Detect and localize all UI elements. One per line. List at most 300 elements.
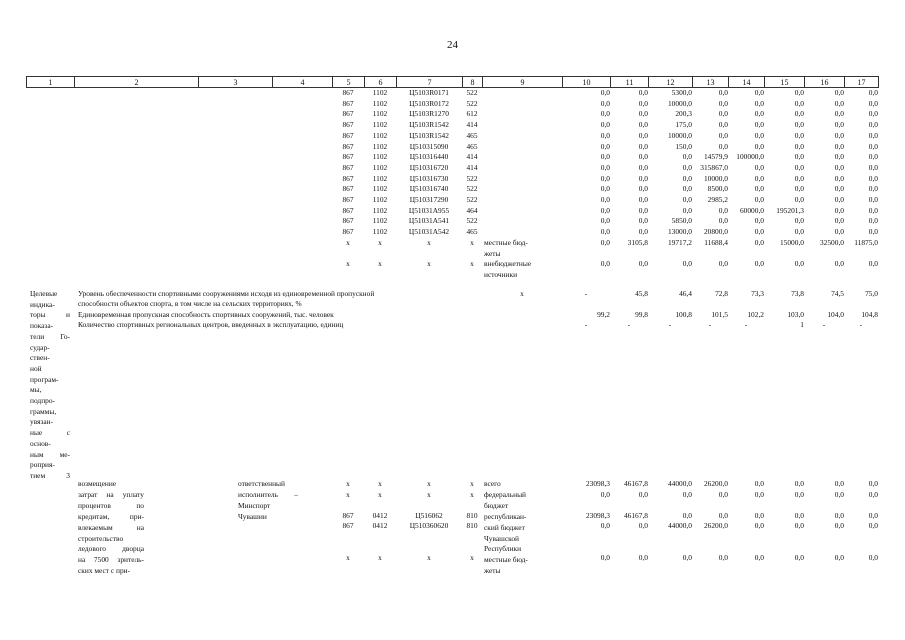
table-cell: 1102: [372, 173, 388, 183]
table-cell: 5850,0: [671, 216, 692, 226]
table-cell: 0,0: [794, 109, 804, 119]
table-cell: 0,0: [834, 88, 844, 97]
table-cell: х: [378, 259, 382, 269]
indicator-2-text: Единовременная пропускная способность спортивных сооружений, тыс. человек: [78, 310, 334, 319]
table-cell: 0,0: [794, 141, 804, 151]
header-cell: 17: [845, 77, 879, 88]
table-cell: 0,0: [794, 259, 804, 269]
source-label: местные бюд-: [484, 237, 528, 247]
table-cell: 46167,8: [623, 479, 648, 488]
table-cell: 0,0: [638, 162, 648, 172]
table-cell: 0,0: [834, 521, 844, 530]
indicator-value: 46,4: [679, 289, 692, 298]
table-cell: 26200,0: [703, 521, 728, 530]
table-cell: 0,0: [682, 205, 692, 215]
table-cell: 20800,0: [703, 227, 728, 237]
table-cell: х: [470, 479, 474, 488]
indicators-label-line: мы,: [30, 385, 42, 395]
indicator-value: 104,0: [827, 310, 844, 319]
table-cell: 0,0: [794, 88, 804, 97]
table-cell: 0,0: [600, 227, 610, 237]
table-cell: 0,0: [834, 511, 844, 520]
table-cell: 0,0: [794, 490, 804, 499]
responsible-line: исполнитель –: [238, 489, 298, 499]
table-cell: 0,0: [638, 490, 648, 499]
funding-source-line: ский бюджет: [484, 522, 525, 532]
table-cell: 0,0: [834, 227, 844, 237]
funding-source-line: всего: [484, 479, 501, 488]
header-cell: 12: [649, 77, 693, 88]
table-cell: х: [427, 479, 431, 488]
indicator-value: -: [859, 320, 863, 329]
table-cell: 867: [342, 173, 354, 183]
table-cell: х: [427, 553, 431, 562]
table-cell: х: [346, 490, 350, 499]
table-cell: х: [378, 553, 382, 562]
table-cell: 522: [466, 98, 478, 108]
table-cell: 0,0: [754, 184, 764, 194]
table-cell: 0,0: [718, 88, 728, 97]
table-cell: Ц51031А955: [408, 205, 450, 215]
table-cell: 0,0: [638, 227, 648, 237]
indicator-value: 104,8: [861, 310, 878, 319]
table-cell: 0,0: [600, 521, 610, 530]
indicators-label-line: ным ме-: [30, 449, 70, 459]
table-cell: 44000,0: [667, 479, 692, 488]
table-cell: Ц510316440: [409, 152, 449, 162]
indicators-label-line: тели Го-: [30, 331, 70, 341]
table-cell: 0,0: [600, 237, 610, 247]
table-cell: 0,0: [794, 152, 804, 162]
measure-name-line: процентов по: [78, 500, 144, 510]
table-cell: х: [470, 553, 474, 562]
source-label: внебюджетные: [484, 259, 532, 269]
table-cell: 0,0: [794, 553, 804, 562]
header-cell: 6: [365, 77, 397, 88]
table-cell: 1102: [372, 195, 388, 204]
table-cell: 0,0: [682, 490, 692, 499]
table-cell: 0,0: [718, 141, 728, 151]
table-cell: 0,0: [718, 130, 728, 140]
header-cell: 4: [273, 77, 333, 88]
table-cell: 867: [342, 98, 354, 108]
table-cell: 60000,0: [739, 205, 764, 215]
table-cell: 0,0: [794, 98, 804, 108]
table-cell: 0,0: [868, 109, 878, 119]
indicator-value: 74,5: [831, 289, 844, 298]
table-cell: 0,0: [868, 152, 878, 162]
indicator-1-text: Уровень обеспеченности спортивными сооружениями исходя из единовременной пропускной: [78, 289, 375, 298]
indicators-label-line: основ-: [30, 438, 51, 448]
table-cell: х: [470, 259, 474, 269]
table-cell: 867: [342, 152, 354, 162]
table-cell: 0,0: [794, 195, 804, 204]
table-cell: 0,0: [754, 227, 764, 237]
source-label: источники: [484, 269, 518, 279]
table-cell: 0,0: [718, 120, 728, 130]
indicators-label-line: тием 3: [30, 470, 70, 480]
indicator-value: 75,0: [865, 289, 878, 298]
indicator-value: -: [584, 320, 588, 329]
table-cell: х: [346, 479, 350, 488]
table-cell: 0,0: [600, 195, 610, 204]
table-cell: 14579,9: [703, 152, 728, 162]
table-cell: 11875,0: [854, 237, 878, 247]
measure-name-line: возмещение: [78, 479, 117, 488]
table-cell: 0,0: [638, 259, 648, 269]
table-cell: 0,0: [718, 98, 728, 108]
table-cell: 0,0: [868, 521, 878, 530]
table-cell: 0,0: [718, 205, 728, 215]
indicator-value: -: [822, 320, 826, 329]
table-cell: 522: [466, 88, 478, 97]
table-cell: 0,0: [794, 120, 804, 130]
table-cell: 0,0: [834, 162, 844, 172]
table-cell: 19717,2: [667, 237, 692, 247]
table-cell: 0,0: [682, 184, 692, 194]
measure-name-line: ледового дворца: [78, 544, 144, 554]
funding-source-line: Республики: [484, 544, 522, 554]
header-cell: 13: [693, 77, 729, 88]
table-cell: 0,0: [834, 152, 844, 162]
table-cell: 0,0: [834, 195, 844, 204]
header-cell: 3: [199, 77, 273, 88]
table-cell: 465: [466, 141, 478, 151]
table-cell: х: [427, 490, 431, 499]
table-cell: 0,0: [600, 216, 610, 226]
table-cell: 0,0: [718, 490, 728, 499]
table-cell: 867: [342, 109, 354, 119]
table-cell: 0,0: [868, 98, 878, 108]
indicator-value: 102,2: [747, 310, 764, 319]
table-cell: Ц5103R1270: [409, 109, 449, 119]
table-cell: 0,0: [638, 195, 648, 204]
table-cell: 150,0: [675, 141, 692, 151]
indicator-value: -: [627, 320, 631, 329]
table-cell: 464: [466, 205, 478, 215]
table-cell: 0,0: [600, 109, 610, 119]
table-cell: х: [427, 259, 431, 269]
table-cell: 0,0: [754, 88, 764, 97]
indicator-3-text: Количество спортивных региональных центров, введенных в эксплуатацию, единиц: [78, 320, 344, 329]
table-cell: 0,0: [794, 184, 804, 194]
funding-source-line: жеты: [484, 566, 501, 576]
table-cell: 10000,0: [703, 173, 728, 183]
table-cell: 0,0: [868, 259, 878, 269]
table-cell: 0,0: [600, 184, 610, 194]
table-cell: 195201,3: [776, 205, 804, 215]
table-cell: 0,0: [718, 259, 728, 269]
table-cell: 0,0: [638, 88, 648, 97]
table-cell: 522: [466, 184, 478, 194]
table-cell: Ц516062: [415, 511, 443, 520]
table-cell: 0,0: [868, 216, 878, 226]
header-cell: 1: [27, 77, 75, 88]
header-cell: 5: [333, 77, 365, 88]
table-cell: Ц510316740: [409, 184, 449, 194]
table-cell: 0,0: [754, 162, 764, 172]
table-cell: 5300,0: [671, 88, 692, 97]
indicator-value: -: [744, 320, 748, 329]
responsible-line: ответственный: [238, 479, 285, 488]
table-cell: Ц510317290: [409, 195, 449, 204]
table-cell: 1102: [372, 130, 388, 140]
table-cell: х: [378, 237, 382, 247]
table-cell: 0,0: [868, 553, 878, 562]
table-cell: 32500,0: [819, 237, 844, 247]
indicators-label-line: роприя-: [30, 460, 55, 470]
table-cell: 10000,0: [667, 130, 692, 140]
measure-name-line: влекаемым на: [78, 522, 144, 532]
table-cell: 0,0: [682, 553, 692, 562]
table-cell: 867: [342, 521, 354, 530]
measure-name-line: затрат на уплату: [78, 489, 144, 499]
indicators-label-line: ствен-: [30, 353, 50, 363]
indicators-label-line: подпро-: [30, 396, 56, 405]
table-cell: 0,0: [754, 98, 764, 108]
table-cell: 0,0: [754, 259, 764, 269]
table-cell: 0,0: [600, 141, 610, 151]
table-cell: 0,0: [794, 173, 804, 183]
table-cell: 0,0: [682, 259, 692, 269]
table-cell: 0,0: [868, 162, 878, 172]
indicators-label-line: Целевые: [30, 289, 58, 298]
table-cell: 0,0: [638, 173, 648, 183]
indicator-value: 1: [800, 320, 804, 329]
table-cell: 0,0: [638, 216, 648, 226]
table-cell: 414: [466, 120, 478, 130]
indicator-value: 99,2: [597, 310, 610, 319]
table-cell: 0,0: [638, 120, 648, 130]
table-cell: 0,0: [834, 109, 844, 119]
table-cell: 0,0: [834, 216, 844, 226]
indicators-label-line: судар-: [30, 342, 50, 352]
table-cell: х: [346, 237, 350, 247]
table-cell: 0,0: [638, 130, 648, 140]
table-cell: 0,0: [682, 162, 692, 172]
table-cell: 0,0: [638, 141, 648, 151]
funding-source-line: Чувашской: [484, 533, 520, 543]
table-cell: 810: [466, 521, 478, 530]
table-cell: 0,0: [794, 479, 804, 488]
table-cell: Ц510316720: [409, 162, 449, 172]
header-cell: 9: [483, 77, 563, 88]
table-cell: 0,0: [834, 141, 844, 151]
indicators-label-line: програм-: [30, 374, 59, 384]
indicator-value: 73,3: [751, 289, 764, 298]
table-cell: 0,0: [600, 162, 610, 172]
table-cell: 0,0: [834, 205, 844, 215]
indicators-label-line: ные с: [30, 428, 70, 438]
measure-name-line: на 7500 зритель-: [78, 555, 144, 565]
table-cell: 0,0: [600, 98, 610, 108]
table-cell: 23098,3: [585, 479, 610, 488]
table-cell: 810: [466, 511, 478, 520]
column-header-row: [26, 76, 879, 88]
table-cell: 0,0: [868, 490, 878, 499]
measure-name-line: ских мест с при-: [78, 566, 131, 576]
table-cell: х: [346, 259, 350, 269]
table-cell: 1102: [372, 141, 388, 151]
table-cell: 0,0: [868, 88, 878, 97]
table-cell: 46167,8: [623, 511, 648, 520]
table-cell: 175,0: [675, 120, 692, 130]
table-cell: 867: [342, 120, 354, 130]
table-cell: 0,0: [754, 141, 764, 151]
table-cell: 1102: [372, 98, 388, 108]
table-cell: Ц5103R1542: [409, 120, 449, 130]
table-cell: 0,0: [682, 195, 692, 204]
table-cell: 1102: [372, 227, 388, 237]
table-cell: 1102: [372, 184, 388, 194]
table-cell: 867: [342, 511, 354, 520]
table-cell: 867: [342, 205, 354, 215]
table-cell: 0,0: [638, 98, 648, 108]
header-cell: 8: [463, 77, 483, 88]
table-cell: 612: [466, 109, 478, 119]
table-cell: х: [470, 237, 474, 247]
table-cell: 0,0: [754, 511, 764, 520]
table-cell: 0,0: [868, 479, 878, 488]
table-cell: 15000,0: [779, 237, 804, 247]
table-cell: 0,0: [754, 109, 764, 119]
table-cell: х: [346, 553, 350, 562]
indicator-value: -: [708, 320, 712, 329]
table-cell: 1102: [372, 216, 388, 226]
table-cell: 2985,2: [707, 195, 728, 204]
table-cell: 0,0: [794, 162, 804, 172]
table-cell: 867: [342, 216, 354, 226]
table-cell: 0,0: [834, 553, 844, 562]
table-cell: 0,0: [718, 109, 728, 119]
funding-source-line: республикан-: [484, 511, 527, 521]
table-cell: 3105,8: [627, 237, 648, 247]
table-cell: 414: [466, 152, 478, 162]
table-cell: 0,0: [834, 120, 844, 130]
indicator-value: 103,0: [787, 310, 804, 319]
table-cell: 1102: [372, 88, 388, 97]
indicator-value: -: [584, 289, 588, 298]
table-cell: 0,0: [754, 120, 764, 130]
table-cell: 0,0: [754, 173, 764, 183]
indicators-label-line: граммы,: [30, 406, 57, 416]
table-cell: 0,0: [794, 521, 804, 530]
table-cell: 0,0: [868, 173, 878, 183]
responsible-line: Чувашии: [238, 511, 267, 521]
indicator-1-text-cont: способности объектов спорта, в том числе на сельских территориях, %: [78, 299, 302, 308]
table-cell: 0,0: [868, 130, 878, 140]
table-cell: 0,0: [754, 237, 764, 247]
indicators-label-line: индика-: [30, 299, 55, 309]
table-cell: 0,0: [600, 553, 610, 562]
table-cell: 200,3: [675, 109, 692, 119]
indicators-label-line: ной: [30, 363, 42, 373]
header-cell: 7: [397, 77, 463, 88]
table-cell: 100000,0: [736, 152, 764, 162]
table-cell: 0,0: [754, 521, 764, 530]
header-cell: 16: [805, 77, 845, 88]
table-cell: 0,0: [834, 184, 844, 194]
table-cell: 23098,3: [585, 511, 610, 520]
table-cell: 0,0: [600, 88, 610, 97]
table-cell: х: [470, 490, 474, 499]
table-cell: Ц5103R0172: [409, 98, 449, 108]
table-cell: Ц51031А541: [408, 216, 450, 226]
table-cell: 867: [342, 184, 354, 194]
header-cell: 14: [729, 77, 765, 88]
indicators-label-line: показа-: [30, 321, 54, 331]
table-cell: 0,0: [682, 511, 692, 520]
table-cell: 0,0: [638, 553, 648, 562]
table-cell: 0,0: [638, 109, 648, 119]
funding-source-line: местные бюд-: [484, 555, 528, 565]
table-cell: 867: [342, 130, 354, 140]
table-cell: 1102: [372, 109, 388, 119]
table-cell: 10000,0: [667, 98, 692, 108]
table-cell: Ц510315090: [409, 141, 449, 151]
indicator-value: 99,8: [635, 310, 648, 319]
table-cell: 522: [466, 216, 478, 226]
table-cell: 0,0: [868, 184, 878, 194]
table-cell: 0,0: [600, 173, 610, 183]
table-cell: 1102: [372, 152, 388, 162]
table-cell: Ц51031А542: [408, 227, 450, 237]
table-cell: 0,0: [834, 490, 844, 499]
table-cell: 867: [342, 227, 354, 237]
table-cell: 0,0: [600, 490, 610, 499]
table-cell: 522: [466, 195, 478, 204]
table-cell: 522: [466, 173, 478, 183]
table-cell: х: [427, 237, 431, 247]
indicator-value: 73,8: [791, 289, 804, 298]
table-cell: 0,0: [834, 259, 844, 269]
table-cell: 0,0: [754, 490, 764, 499]
table-cell: 44000,0: [667, 521, 692, 530]
table-cell: Ц5103R1542: [409, 130, 449, 140]
indicator-value: 72,8: [715, 289, 728, 298]
table-cell: х: [378, 490, 382, 499]
header-cell: 10: [563, 77, 611, 88]
table-cell: Ц510316730: [409, 173, 449, 183]
table-cell: 0,0: [868, 227, 878, 237]
table-cell: 1102: [372, 205, 388, 215]
table-cell: 13000,0: [667, 227, 692, 237]
table-cell: 0,0: [754, 553, 764, 562]
table-cell: 0,0: [638, 205, 648, 215]
page-number: 24: [447, 39, 458, 51]
table-cell: 0,0: [868, 195, 878, 204]
indicator-value: -: [668, 320, 672, 329]
indicator-value: 45,8: [635, 289, 648, 298]
table-cell: 0,0: [754, 130, 764, 140]
table-cell: 0,0: [794, 511, 804, 520]
table-cell: 0,0: [718, 216, 728, 226]
table-cell: 465: [466, 130, 478, 140]
table-cell: 0,0: [638, 152, 648, 162]
table-cell: 0,0: [600, 259, 610, 269]
table-cell: 0,0: [794, 130, 804, 140]
source-label: жеты: [484, 248, 501, 258]
table-cell: 11688,4: [704, 237, 728, 247]
funding-source-line: бюджет: [484, 500, 509, 510]
table-cell: 0,0: [718, 511, 728, 520]
table-cell: 867: [342, 141, 354, 151]
table-cell: 1102: [372, 120, 388, 130]
funding-source-line: федеральный: [484, 489, 526, 499]
table-cell: 0,0: [754, 195, 764, 204]
table-cell: 1102: [372, 162, 388, 172]
table-cell: 0,0: [794, 216, 804, 226]
